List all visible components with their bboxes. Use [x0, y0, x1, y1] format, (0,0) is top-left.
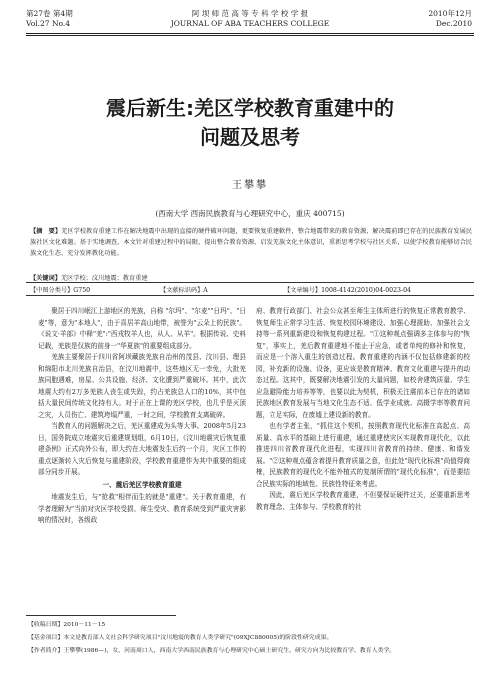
article-number: 【文章编号】1008-4142(2010)04-0023-04: [284, 287, 411, 294]
keywords: [30, 273, 472, 282]
journal-name: [0, 9, 500, 29]
document-code: 【文献标识码】A: [160, 287, 208, 294]
clc-number: 【中图分类号】G750: [30, 287, 91, 294]
paragraph: 府、教育行政部门、社会公众甚至师生主体所进行的恢复正常教育教学、恢复师生正常学习生活、恢复校园环境建设、加强心理援助、加强社会支持等一系列重新建设和恢复构建过程。"①这种观点强调多主体参与的"恢复"，事实上，羌后教育重建地不能止于应急，或者单纯的修补和恢复，而应是一个溶入重生的创造过程。教育重建的内涵不仅包括修建新的校园，补充新的设施、设备，更应该是教育精神、教育文化重建与提升的动态过程。这其中，既要解决地震引发的大量问题，如校舍建筑质量、学生应急避险能力培养等等，也要以此为契机，积极关注震前本已存在的诸如民族地区教育发展与当地文化生态不适、低学业成就、高辍学率等教育问题，立足实际，在废墟上建设新的教育。: [256, 307, 470, 419]
keywords-text: 羌区学校；汶川地震；教育重建: [60, 275, 148, 282]
article-title-line-1: 震后新生:羌区学校教育重建中的: [106, 96, 394, 120]
author-bio: 【作者简介】王攀攀(1986—)，女，河南周口人，西南大学西南民族教育与心理研究中心硕士研究生，研究方向为比较教育学、教育人类学。: [28, 648, 396, 654]
paragraph: 也有学者主张，"抓住这个契机，按照教育现代化标准在高起点、高质量、高水平的基础上进行重建，通过重建使灾区实现教育现代化，以此推进四川省教育现代化进程，实现四川省教育的持续、健康、和谐发展。"②这种观点蕴含着提升教育质量之意，但此处"现代化标准"尚值得商榷，民族教育的现代化不能外植式的复制所谓的"现代化标准"，而是要结合民族实际的地域性、民族性特征来考虑。: [256, 422, 470, 488]
body-column-left: [38, 306, 246, 527]
header-rule-bottom: [26, 35, 474, 36]
section-heading: 一、震后羌区学校教育重建: [102, 480, 182, 489]
article-title-line-2: 问题及思考: [200, 125, 300, 149]
fund-note: 【基金项目】本文是教育部人文社会科学研究项目"汶川地震的教育人类学研究"(09XJC880005)的阶段性研究成果。: [28, 635, 333, 641]
header-rule-top: [26, 33, 474, 34]
date-cn: 2010年12月: [428, 9, 472, 18]
paragraph: 聚居于四川岷江上游地区的羌族，自称 "尔玛"、"尔麦""日玛"、"日麦"等，意为"本地人"，由于喜居羊高山地带，被誉为"云朵上的民族"。《说文·羊部》中释"羌":"西戎牧羊人也，从人、从羊"。根据传说、史料记载，羌族是仅族的前身一"华夏族"的重要组成部分。: [38, 307, 246, 350]
received-date: 【收稿日期】2010－11－15: [28, 622, 106, 628]
paragraph: 羌族主要聚居于四川省阿坝藏族羌族自治州的茂县、汶川县、理县和绵阳市北川羌族自治县，在汶川地震中，这些地区无一幸免，大批羌族同胞遇难，房屋、公共设施、经济、文化遭到严重破坏。其中，此次地震大约有2万多羌族人丧生或失踪，约占羌族总人口的10%，其中包括大量民间传统文化持有人。对于正在上课的羌区学校，也几乎是灭顶之灾，人员伤亡、建筑垮塌严重，一时之间，学校教育支离破碎。: [38, 353, 246, 419]
author-name: 王攀攀: [232, 180, 268, 191]
abstract: [30, 226, 472, 259]
date-en: Dec.2010: [435, 19, 472, 28]
journal-name-en: JOURNAL OF ABA TEACHERS COLLEGE: [170, 19, 330, 28]
meta-rule-bottom: [26, 295, 474, 296]
author-affiliation: (西南大学 西南民族教育与心理研究中心，重庆 400715): [155, 209, 345, 218]
paragraph: 因此，震后羌区学校教育重建，不但要保证硬件过关，还要重新思考教育理念、主体参与、学校教育的社: [256, 491, 470, 511]
meta-rule-top: [26, 282, 474, 283]
volume-en: Vol.27 No.4: [26, 19, 71, 28]
abstract-label: 【摘 要】: [30, 228, 62, 235]
abstract-text: 羌区学校教育重建工作在解决地震中出现的直接的硬件破坏问题，更要恢复重建軟件，整合地震带来的教育资源，解决震前即已存在的民族教育发展民族社区文化难题。基于实地调查，本文针对重建过程中的局限，提出整合教育资源，启发羌族文化主体意识，重新思考学校与社区关系，以使学校教育能够切合民族文化生态、充分发挥教化功能。: [30, 228, 473, 257]
paragraph: 当教育人的问题解决之后，羌区重建成为头等大事。2008年5月23日，国务院成立地震灾后重建规划组，6月10日，《汶川地震灾后恢复重建条例》正式向外公布，即大约在大地震发生后约一个月，灾区工作的重点逐渐转入灾后恢复与重建阶段，学校教育重建作为其中重要的组成部分同步开展。: [38, 422, 246, 476]
journal-name-cn: 阿 坝 师 范 高 等 专 科 学 校 学 报: [191, 9, 309, 18]
issue-date: [428, 9, 472, 29]
paragraph: 地震发生后，与"抢救"相伴而生的就是"重建"。关于教育重建，有学者理解为"当前对灾区学校受损、师生受灾、教育系统受到严重灾害影响的情况时，各级政: [38, 493, 246, 524]
volume-cn: 第27卷 第4期: [26, 9, 73, 18]
body-column-right: [256, 306, 470, 513]
keywords-label: 【关键词】: [30, 275, 61, 282]
footnote-rule: [26, 615, 176, 616]
